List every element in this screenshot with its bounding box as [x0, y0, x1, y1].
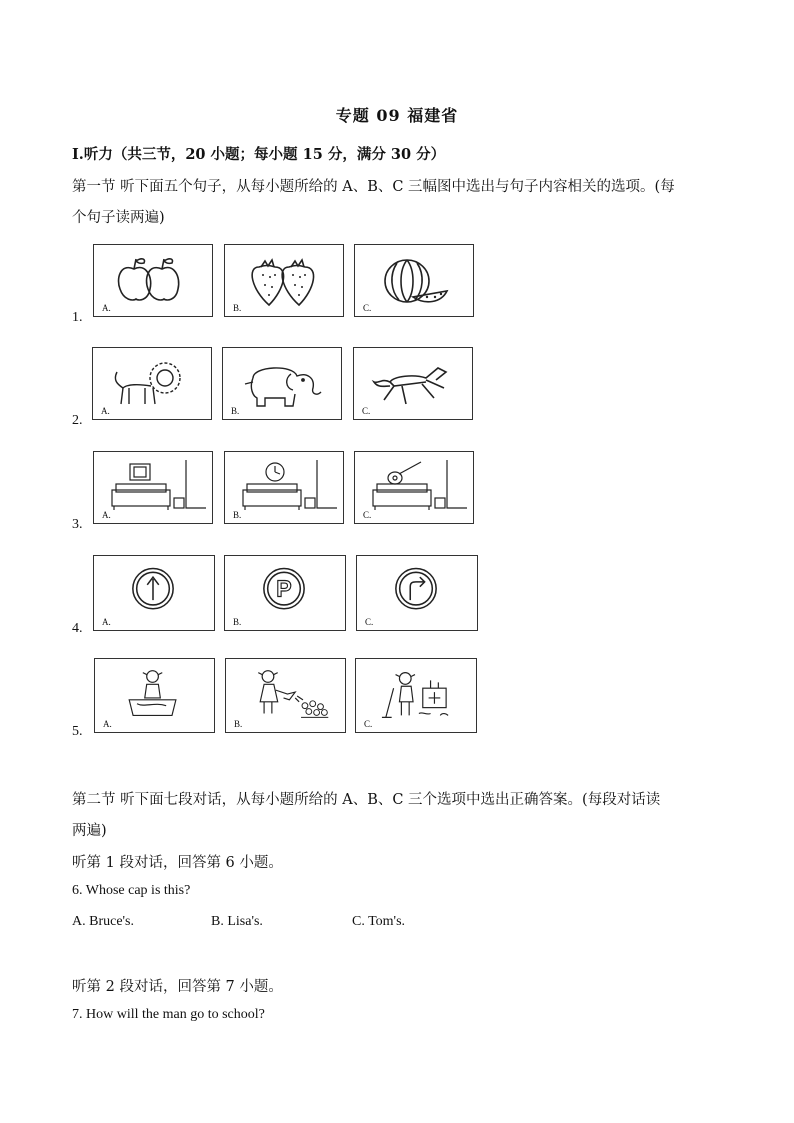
option-picture-girl-watering-flowers[interactable]	[225, 658, 346, 733]
question-7-stem: 7. How will the man go to school?	[72, 1007, 265, 1022]
option-label-b: B.	[231, 406, 240, 416]
lion-icon	[93, 348, 211, 419]
sofa-with-guitar-icon	[355, 452, 473, 523]
part2-instruction: 第二节 听下面七段对话，从每小题所给的 A、B、C 三个选项中选出正确答案。(每段对话读	[72, 792, 661, 808]
horse-icon	[354, 348, 472, 419]
question-6-stem: 6. Whose cap is this?	[72, 883, 191, 898]
question-6-option-a[interactable]: A. Bruce's.	[72, 914, 135, 929]
option-label-c: C.	[365, 617, 374, 627]
option-picture-horse[interactable]	[353, 347, 473, 420]
option-label-b: B.	[233, 303, 242, 313]
sofa-with-clock-icon	[225, 452, 343, 523]
option-label-b: B.	[233, 510, 242, 520]
dialogue-2-intro: 听第 2 段对话，回答第 7 小题。	[72, 979, 283, 995]
option-picture-go-straight-sign[interactable]	[93, 555, 215, 631]
girl-watering-flowers-icon	[226, 659, 344, 730]
option-picture-strawberries[interactable]	[224, 244, 344, 317]
option-picture-girl-washing[interactable]	[94, 658, 215, 733]
go-straight-sign-icon	[94, 556, 212, 627]
option-picture-parking-sign[interactable]	[224, 555, 346, 631]
option-picture-turn-right-sign[interactable]	[356, 555, 478, 631]
option-label-a: A.	[102, 303, 111, 313]
option-label-c: C.	[364, 719, 373, 729]
section-heading: I.听力（共三节，20 小题；每小题 15 分，满分 30 分）	[72, 146, 446, 163]
option-label-a: A.	[103, 719, 112, 729]
dialogue-1-intro: 听第 1 段对话，回答第 6 小题。	[72, 855, 283, 871]
option-picture-apples[interactable]	[93, 244, 213, 317]
question-number: 5.	[72, 724, 83, 739]
question-number: 3.	[72, 517, 83, 532]
question-6-option-b[interactable]: B. Lisa's.	[211, 914, 263, 929]
sofa-with-picture-icon	[94, 452, 212, 523]
option-label-a: A.	[102, 510, 111, 520]
girl-sweeping-icon	[356, 659, 474, 730]
option-label-a: A.	[102, 617, 111, 627]
part2-instruction-cont: 两遍)	[72, 823, 107, 839]
svg-text:P: P	[276, 575, 292, 602]
option-label-a: A.	[101, 406, 110, 416]
elephant-icon	[223, 348, 341, 419]
option-label-c: C.	[363, 303, 372, 313]
option-picture-lion[interactable]	[92, 347, 212, 420]
option-label-b: B.	[233, 617, 242, 627]
option-label-c: C.	[363, 510, 372, 520]
strawberries-icon	[225, 245, 343, 316]
option-picture-girl-sweeping[interactable]	[355, 658, 477, 733]
parking-sign-icon	[225, 556, 343, 627]
girl-washing-icon	[95, 659, 213, 730]
option-label-b: B.	[234, 719, 243, 729]
turn-right-sign-icon	[357, 556, 475, 627]
question-number: 1.	[72, 310, 83, 325]
part1-instruction: 第一节 听下面五个句子，从每小题所给的 A、B、C 三幅图中选出与句子内容相关的选项。(每	[72, 179, 675, 195]
page-title: 专题 09 福建省	[335, 106, 459, 125]
option-picture-sofa-with-guitar[interactable]	[354, 451, 474, 524]
option-picture-watermelon[interactable]	[354, 244, 474, 317]
option-picture-sofa-with-picture[interactable]	[93, 451, 213, 524]
apples-icon	[94, 245, 212, 316]
question-number: 4.	[72, 621, 83, 636]
option-picture-elephant[interactable]	[222, 347, 342, 420]
watermelon-icon	[355, 245, 473, 316]
option-label-c: C.	[362, 406, 371, 416]
part1-instruction-cont: 个句子读两遍)	[72, 210, 165, 226]
question-number: 2.	[72, 413, 83, 428]
option-picture-sofa-with-clock[interactable]	[224, 451, 344, 524]
question-6-option-c[interactable]: C. Tom's.	[352, 914, 406, 929]
